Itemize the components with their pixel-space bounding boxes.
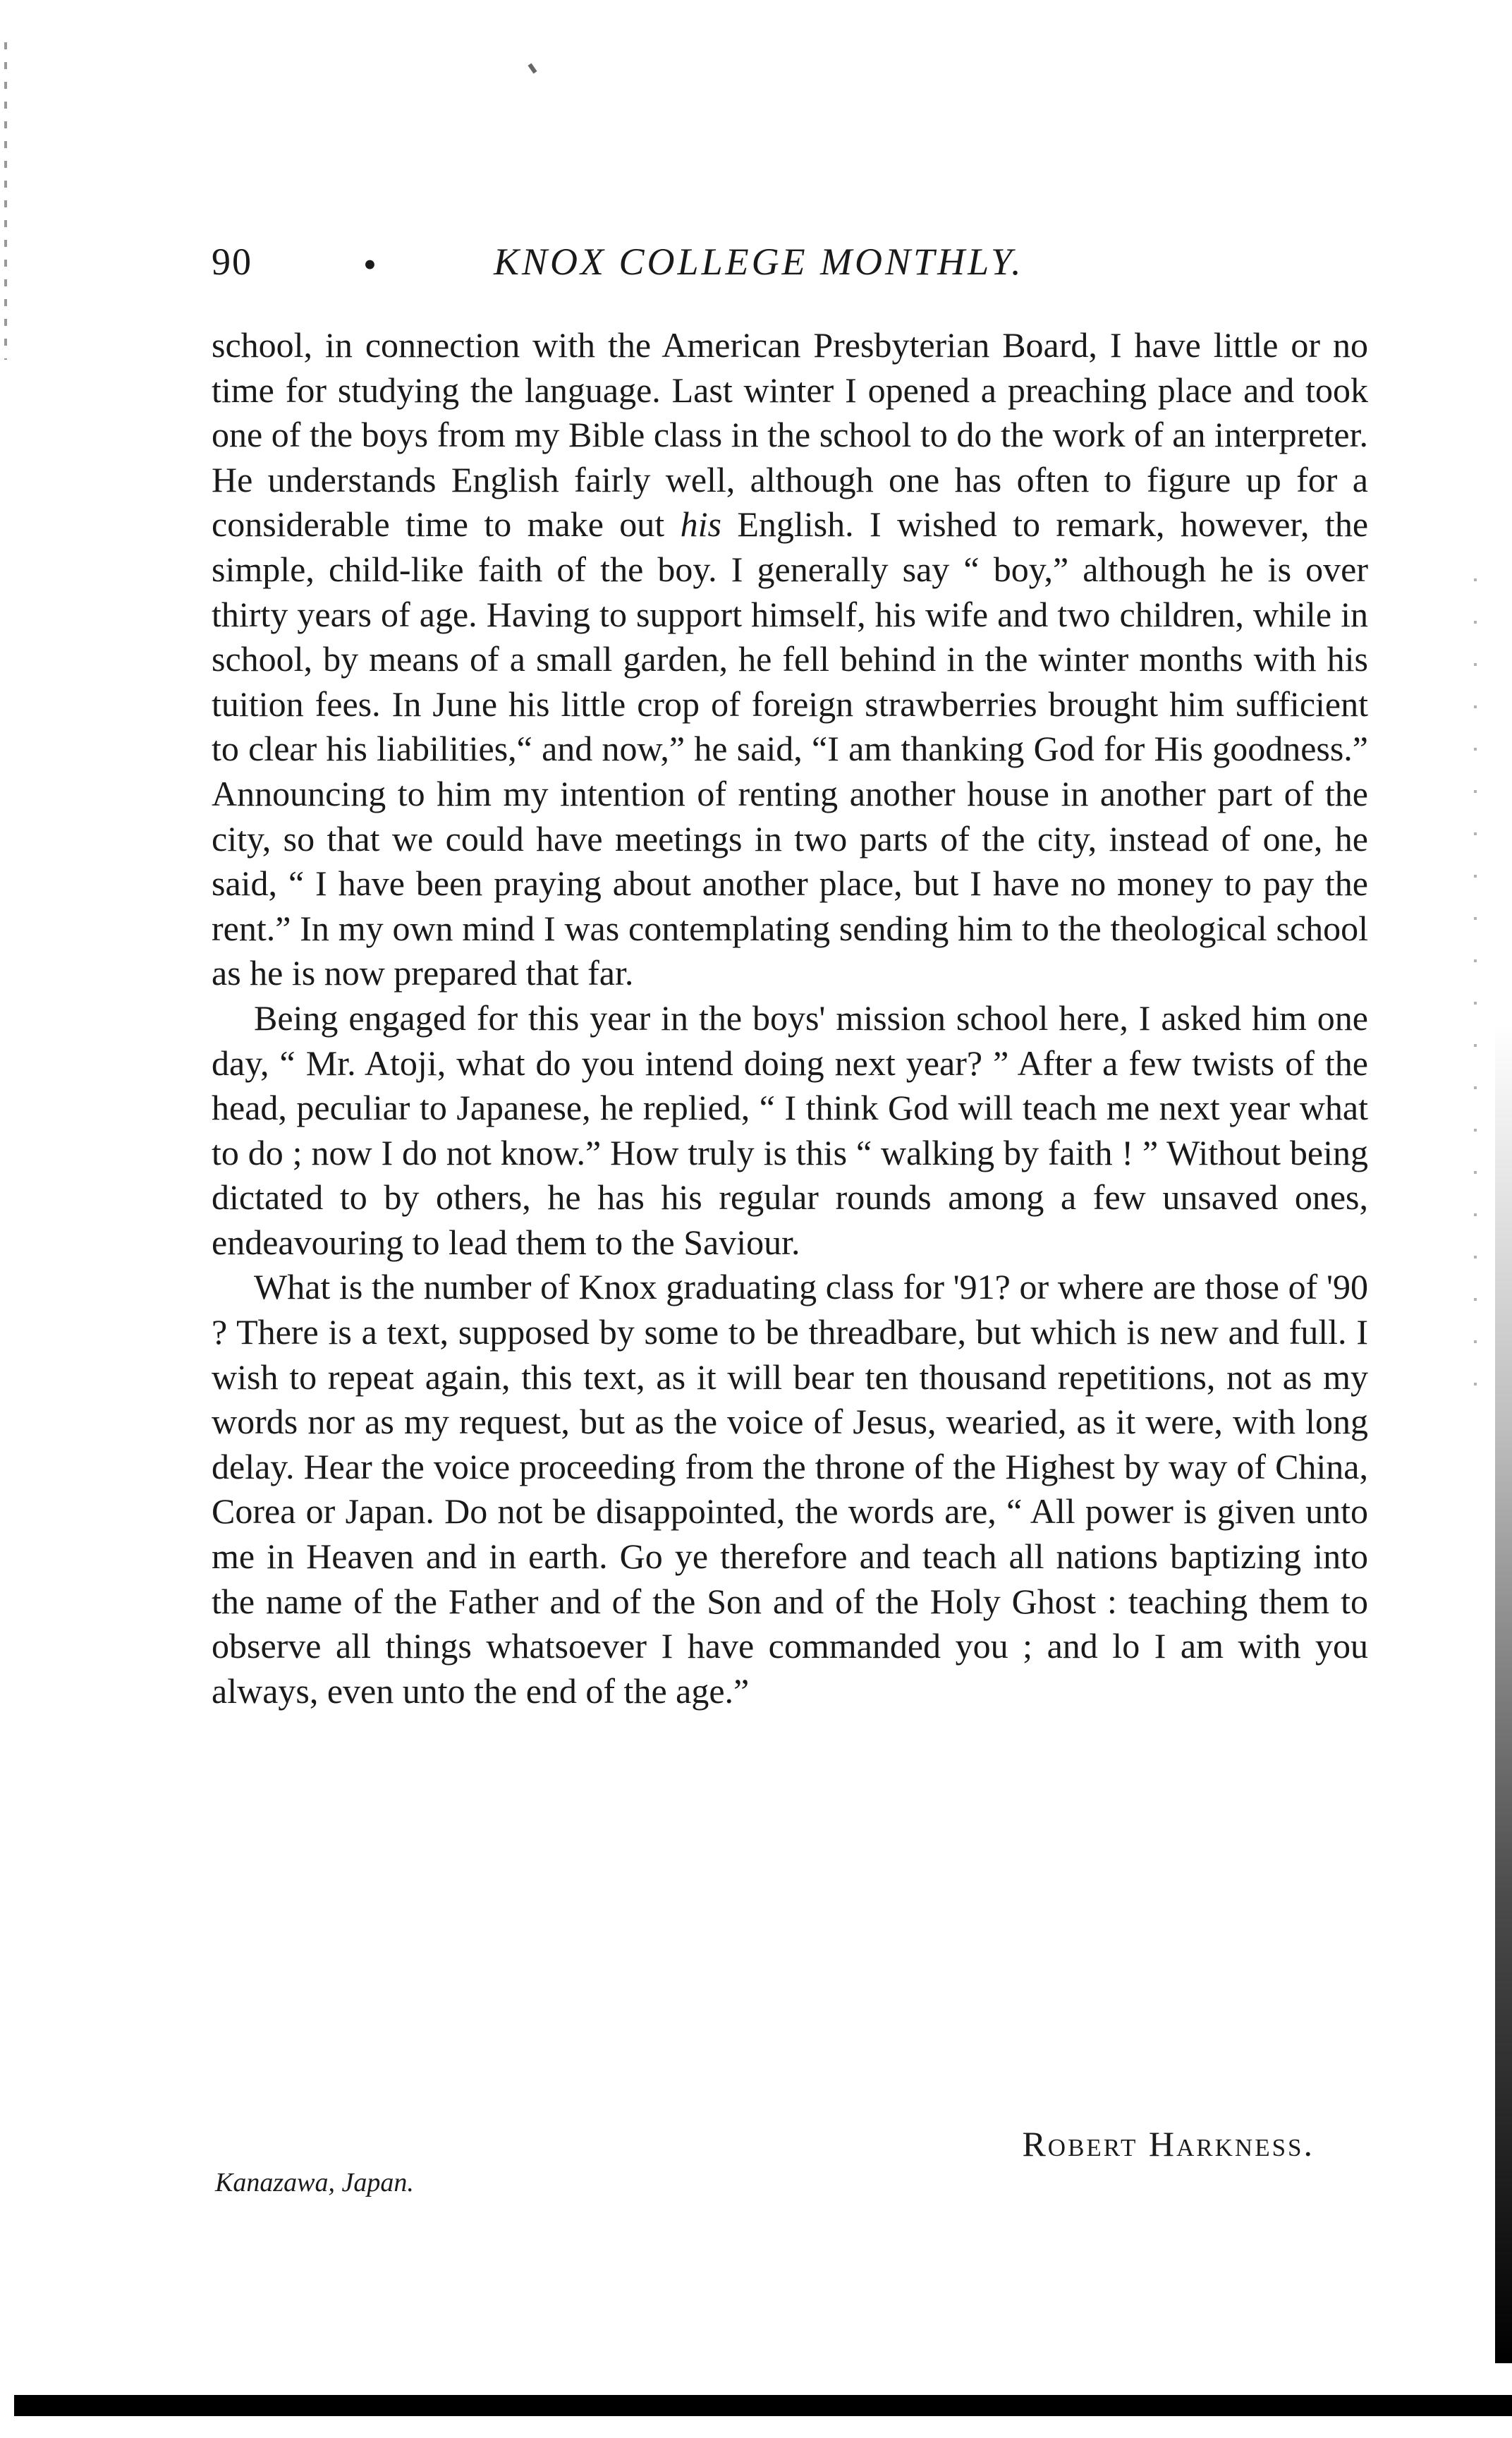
article-body <box>212 323 1368 1714</box>
paragraph-1-continuation: English. I wished to remark, however, the simple, child-like faith of the boy. I generally say “ boy,” although he is over thirty years of age. Having to support himself, his wife and two children, while in school, by means of a small garden, he fell behind in the winter months with his tuition fees. In June his little crop of foreign strawberries brought him sufficient to clear his liabilities,“ and now,” he said, “I am thanking God for His goodness.” Announcing to him my intention of renting another house in another part of the city, so that we could have meetings in two parts of the city, instead of one, he said, “ I have been praying about another place, but I have no money to pay the rent.” In my own mind I was contemplating sending him to the theological school as he is now prepared that far. <box>212 504 1369 993</box>
journal-title: KNOX COLLEGE MONTHLY. <box>494 241 1024 283</box>
running-head <box>212 240 1375 296</box>
paragraph-2: Being engaged for this year in the boys' mission school here, I asked him one day, “ Mr. Atoji, what do you intend doing next year? ” After a few twists of the head, peculiar to Japanese, he replied, “ I think God will teach me next year what to do ; now I do not know.” How truly is this “ walking by faith ! ” Without being dictated to by others, he has his regular rounds among a few unsaved ones, endeavouring to lead them to the Saviour. <box>212 997 1368 1262</box>
paragraph-3: What is the number of Knox graduating class for '91? or where are those of '90 ? There is a text, supposed by some to be threadbare, but which is new and full. I wish to repeat again, this text, as it will bear ten thousand repetitions, not as my words nor as my request, but as the voice of Jesus, wearied, as it were, with long delay. Hear the voice proceeding from the throne of the Highest by way of China, Corea or Japan. Do not be disappointed, the words are, “ All power is given unto me in Heaven and in earth. Go ye therefore and teach all nations baptizing into the name of the Father and of the Son and of the Holy Ghost : teaching them to observe all things whatsoever I have commanded you ; and lo I am with you always, even unto the end of the age.” <box>212 1267 1368 1711</box>
scan-margin-marks <box>4 42 7 360</box>
dateline: Kanazawa, Japan. <box>215 2168 414 2197</box>
header-separator: • <box>363 243 377 286</box>
paragraph-1-start: school, in connection with the American Presbyterian Board, I have little or no time for studying the language. Last winter I opened a preaching place and took one of the boys from my Bible class in the school to do the work of an interpreter. He understands English fairly well, although one has often to figure up for a considerable time to make out <box>212 325 1368 545</box>
page-number: 90 <box>212 241 252 283</box>
paragraph-1 <box>212 323 1368 996</box>
scan-specks-right <box>1474 578 1477 1425</box>
binding-shadow <box>1495 1023 1512 2363</box>
bottom-rule <box>14 2395 1512 2416</box>
author-signature: Robert Harkness. <box>1022 2124 1315 2164</box>
scan-speck <box>528 63 537 74</box>
italic-word: his <box>680 504 721 545</box>
